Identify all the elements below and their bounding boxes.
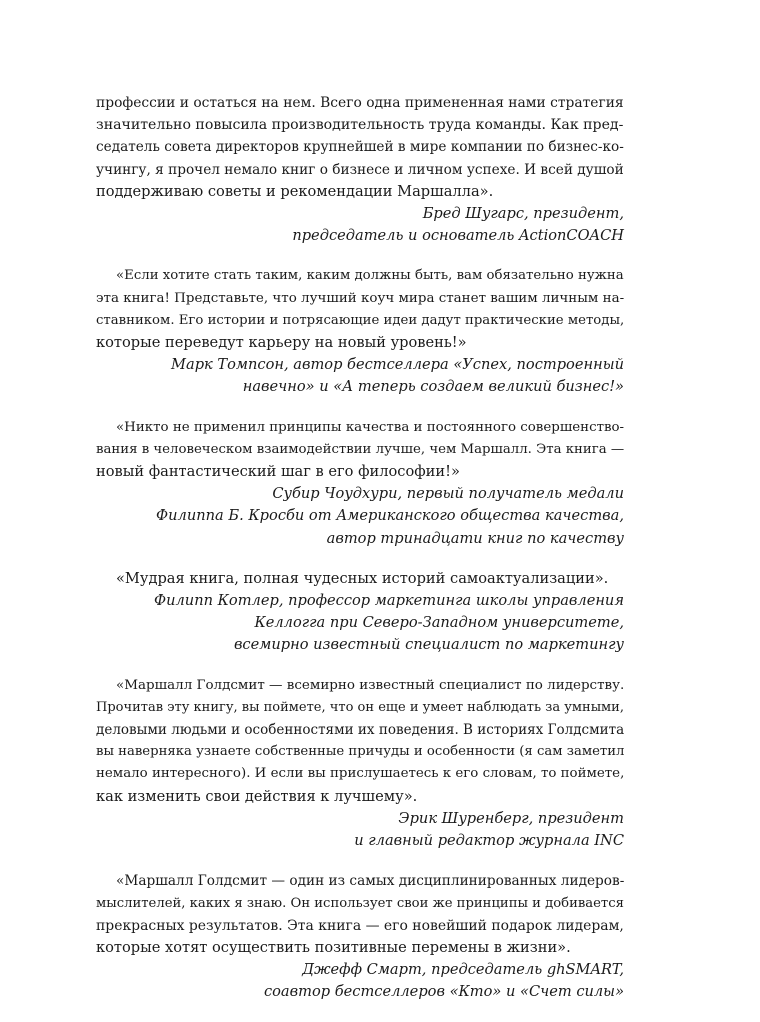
- text-line: которые хотят осуществить позитивные перемены в жизни».: [96, 938, 571, 956]
- testimonial-text: [96, 870, 624, 959]
- testimonial: [96, 870, 624, 1003]
- testimonial-attribution: [96, 354, 624, 398]
- document-page: [96, 92, 624, 1022]
- attribution-line: соавтор бестселлеров «Кто» и «Счет силы»: [263, 983, 624, 1001]
- text-line: «Если хотите стать таким, каким должны быть, вам обязательно нужна: [116, 268, 624, 284]
- attribution-line: Келлогга при Северо-Западном университете,: [254, 614, 624, 632]
- text-line: вания в человеческом взаимодействии лучше, чем Маршалл. Эта книга —: [96, 441, 625, 457]
- attribution-line: и главный редактор журнала INC: [354, 832, 624, 850]
- text-line: ставником. Его истории и потрясающие идеи дадут практические методы,: [96, 312, 625, 328]
- testimonial-text: [96, 265, 624, 354]
- text-line: Прочитав эту книгу, вы поймете, что он еще и умеет наблюдать за умными,: [96, 699, 624, 715]
- testimonial-attribution: [96, 808, 624, 852]
- attribution-line: Филиппа Б. Кросби от Американского общества качества,: [156, 507, 624, 525]
- testimonial: [96, 265, 624, 398]
- testimonial-attribution: [96, 959, 624, 1003]
- attribution-line: Субир Чоудхури, первый получатель медали: [272, 485, 624, 503]
- text-line: поддерживаю советы и рекомендации Маршалла».: [96, 182, 494, 200]
- text-line: прекрасных результатов. Эта книга — его новейший подарок лидерам,: [96, 917, 624, 934]
- text-line: значительно повысила производительность труда команды. Как пред-: [96, 117, 624, 134]
- text-line: «Маршалл Голдсмит — всемирно известный специалист по лидерству.: [116, 677, 625, 693]
- testimonial: [96, 568, 624, 657]
- text-line: мыслителей, каких я знаю. Он использует свои же принципы и добивается: [96, 895, 624, 911]
- attribution-line: навечно» и «А теперь создаем великий бизнес!»: [242, 378, 624, 396]
- attribution-line: председатель и основатель ActionCOACH: [292, 227, 624, 245]
- text-line: немало интересного). И если вы прислушаетесь к его словам, то поймете,: [96, 766, 625, 782]
- text-line: «Мудрая книга, полная чудесных историй самоактуализации».: [116, 569, 609, 587]
- attribution-line: Эрик Шуренберг, президент: [398, 809, 624, 827]
- attribution-line: Бред Шугарс, президент,: [422, 205, 624, 223]
- text-line: деловыми людьми и особенностями их поведения. В историях Голдсмита: [96, 722, 625, 739]
- testimonial-text: [96, 568, 624, 590]
- testimonial-attribution: [96, 590, 624, 657]
- testimonial-text: [96, 92, 624, 203]
- testimonial: [96, 675, 624, 853]
- text-line: «Никто не применил принципы качества и постоянного совершенство-: [116, 419, 625, 435]
- attribution-line: Джефф Смарт, председатель ghSMART,: [302, 961, 624, 979]
- testimonial: [96, 92, 624, 247]
- attribution-line: всемирно известный специалист по маркетингу: [233, 636, 624, 654]
- text-line: новый фантастический шаг в его философии!»: [96, 463, 460, 481]
- text-line: которые переведут карьеру на новый уровень!»: [96, 334, 467, 352]
- attribution-line: Марк Томпсон, автор бестселлера «Успех, построенный: [171, 356, 624, 374]
- testimonial-attribution: [96, 203, 624, 247]
- text-line: как изменить свои действия к лучшему».: [96, 787, 418, 805]
- text-line: профессии и остаться на нем. Всего одна примененная нами стратегия: [96, 95, 624, 111]
- testimonial-text: [96, 675, 624, 808]
- attribution-line: Филипп Котлер, профессор маркетинга школы управления: [153, 592, 624, 610]
- text-line: вы наверняка узнаете собственные причуды и особенности (я сам заметил: [96, 744, 625, 760]
- attribution-line: автор тринадцати книг по качеству: [326, 529, 624, 547]
- testimonial: [96, 417, 624, 550]
- testimonial-attribution: [96, 483, 624, 550]
- testimonial-text: [96, 417, 624, 484]
- text-line: учингу, я прочел немало книг о бизнесе и личном успехе. И всей душой: [96, 161, 624, 178]
- text-line: «Маршалл Голдсмит — один из самых дисциплинированных лидеров-: [116, 873, 625, 890]
- text-line: седатель совета директоров крупнейшей в мире компании по бизнес-ко-: [96, 139, 624, 156]
- text-line: эта книга! Представьте, что лучший коуч мира станет вашим личным на-: [96, 290, 625, 306]
